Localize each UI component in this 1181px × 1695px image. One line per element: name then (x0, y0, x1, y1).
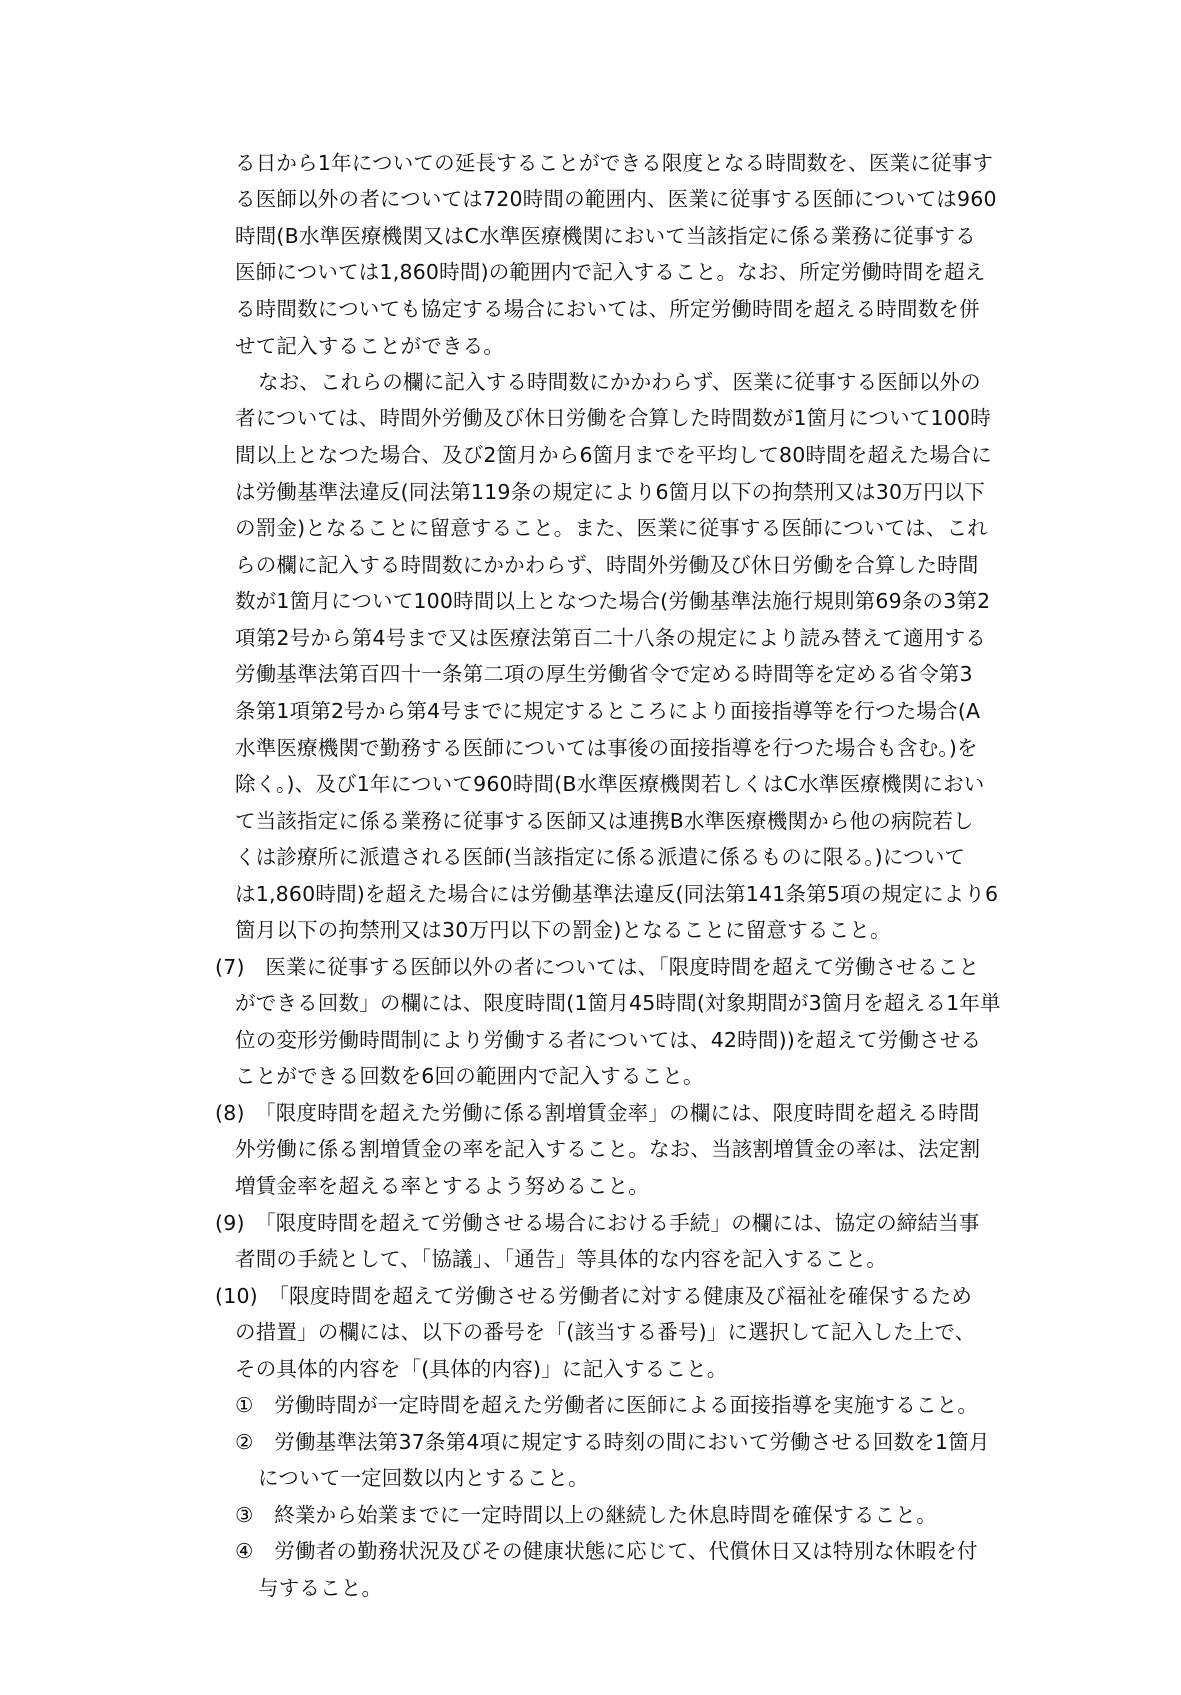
sub-item-1: ① 労働時間が一定時間を超えた労働者に医師による面接指導を実施すること。 (235, 1393, 979, 1417)
text-line: の罰金)となることに留意すること。また、医業に従事する医師については、これ (235, 516, 988, 540)
text-line: なお、これらの欄に記入する時間数にかかわらず、医業に従事する医師以外の (258, 370, 981, 394)
sub-item-3: ③ 終業から始業までに一定時間以上の継続した休息時間を確保すること。 (235, 1503, 937, 1527)
text-line: 位の変形労働時間制により労働する者については、42時間))を超えて労働させる (235, 1028, 982, 1052)
text-line: その具体的内容を「(具体的内容)」に記入すること。 (235, 1357, 728, 1381)
sub-item-2: ② 労働基準法第37条第4項に規定する時刻の間において労働させる回数を1箇月 (235, 1430, 990, 1454)
text-line: て当該指定に係る業務に従事する医師又は連携B水準医療機関から他の病院若し (235, 809, 974, 833)
list-item-9: (9) 「限度時間を超えて労働させる場合における手続」の欄には、協定の締結当事 (215, 1211, 980, 1235)
text-line: 除く。)、及び1年について960時間(B水準医療機関若しくはC水準医療機関におい (235, 772, 985, 796)
text-line: 者間の手続として、「協議」、「通告」等具体的な内容を記入すること。 (235, 1247, 887, 1271)
text-line: 箇月以下の拘禁刑又は30万円以下の罰金)となることに留意すること。 (235, 918, 891, 942)
text-line: る時間数についても協定する場合においては、所定労働時間を超える時間数を併 (235, 297, 980, 321)
list-item-8: (8) 「限度時間を超えた労働に係る割増賃金率」の欄には、限度時間を超える時間 (215, 1101, 980, 1125)
text-line: 水準医療機関で勤務する医師については事後の面接指導を行つた場合も含む。)を (235, 736, 978, 760)
text-line: の措置」の欄には、以下の番号を「(該当する番号)」に選択して記入した上で、 (235, 1320, 976, 1344)
list-item-7: (7) 医業に従事する医師以外の者については、「限度時間を超えて労働させること (215, 955, 980, 979)
text-line: は労働基準法違反(同法第119条の規定により6箇月以下の拘禁刑又は30万円以下 (235, 480, 986, 504)
text-line: ができる回数」の欄には、限度時間(1箇月45時間(対象期間が3箇月を超える1年単 (235, 991, 1001, 1015)
text-line: ことができる回数を6回の範囲内で記入すること。 (235, 1064, 704, 1088)
text-line: 増賃金率を超える率とするよう努めること。 (235, 1174, 649, 1198)
text-line: 項第2号から第4号まで又は医療法第百二十八条の規定により読み替えて適用する (235, 626, 986, 650)
text-line: る日から1年についての延長することができる限度となる時間数を、医業に従事す (235, 151, 994, 175)
text-line: くは診療所に派遣される医師(当該指定に係る派遣に係るものに限る。)について (235, 845, 966, 869)
text-line: 外労働に係る割増賃金の率を記入すること。なお、当該割増賃金の率は、法定割 (235, 1137, 981, 1161)
text-line: らの欄に記入する時間数にかかわらず、時間外労働及び休日労働を合算した時間 (235, 553, 979, 577)
text-line: る医師以外の者については720時間の範囲内、医業に従事する医師については960 (235, 187, 997, 211)
text-line: せて記入することができる。 (235, 334, 505, 358)
list-item-10: (10) 「限度時間を超えて労働させる労働者に対する健康及び福祉を確保するため (215, 1284, 973, 1308)
sub-item-4: ④ 労働者の勤務状況及びその健康状態に応じて、代償休日又は特別な休暇を付 (235, 1539, 978, 1563)
text-line: 者については、時間外労働及び休日労働を合算した時間数が1箇月について100時 (235, 406, 991, 430)
text-line: 数が1箇月について100時間以上となつた場合(労働基準法施行規則第69条の3第2 (235, 589, 991, 613)
text-line: は1,860時間)を超えた場合には労働基準法違反(同法第141条第5項の規定により6 (235, 882, 999, 906)
text-line: 医師については1,860時間)の範囲内で記入すること。なお、所定労働時間を超え (235, 260, 986, 284)
text-line: 条第1項第2号から第4号までに規定するところにより面接指導等を行つた場合(A (235, 699, 981, 723)
text-line: について一定回数以内とすること。 (258, 1466, 589, 1490)
text-line: 与すること。 (258, 1576, 383, 1600)
text-line: 時間(B水準医療機関又はC水準医療機関において当該指定に係る業務に従事する (235, 224, 976, 248)
text-line: 間以上となつた場合、及び2箇月から6箇月までを平均して80時間を超えた場合に (235, 443, 992, 467)
text-line: 労働基準法第百四十一条第二項の厚生労働省令で定める時間等を定める省令第3 (235, 662, 973, 686)
